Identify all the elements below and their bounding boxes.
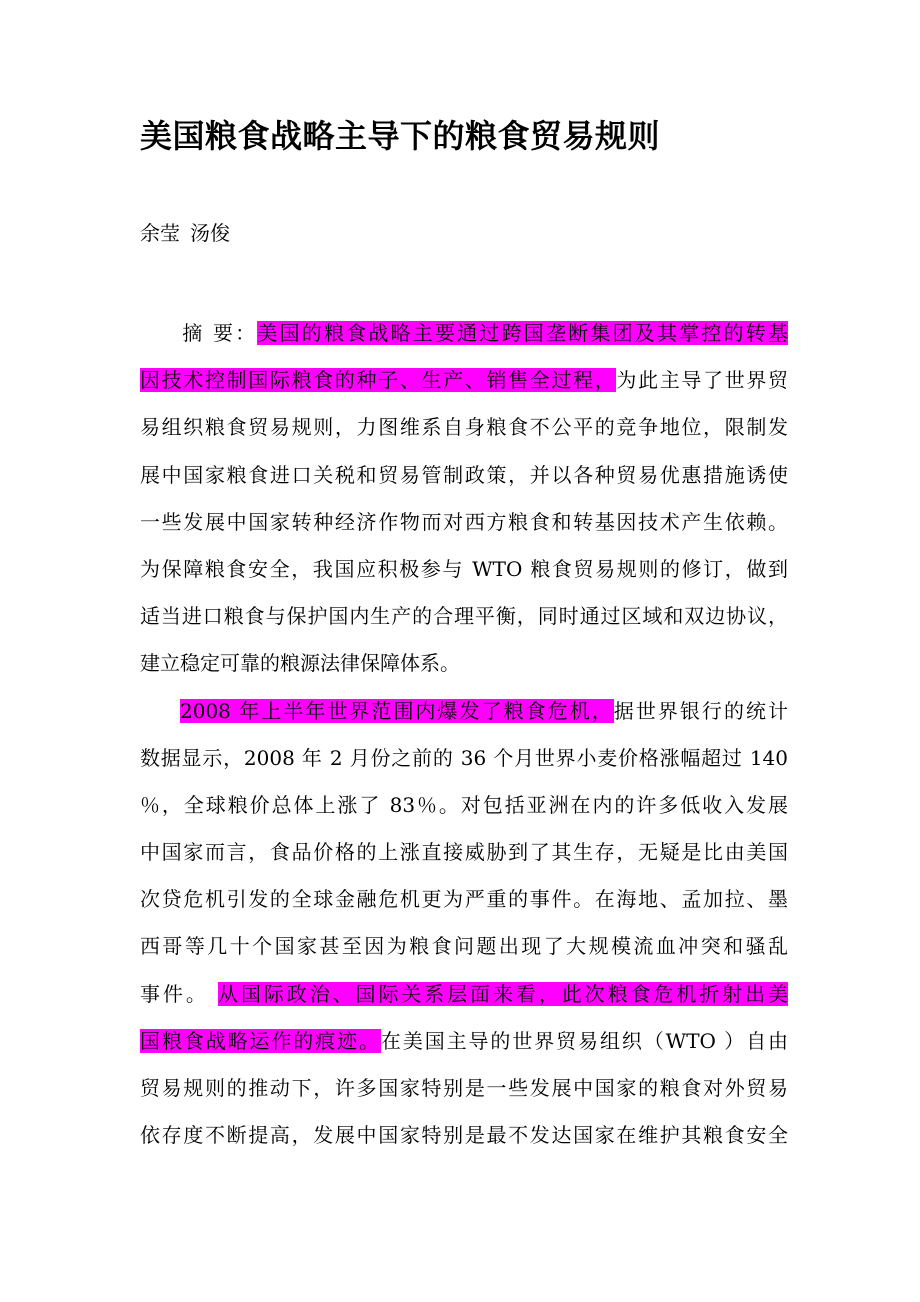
- text-line: [140, 310, 788, 357]
- text-line: [140, 923, 788, 970]
- text-line: [140, 782, 788, 829]
- text-line: [140, 829, 788, 876]
- text-line: [140, 404, 788, 451]
- text-line: [140, 546, 788, 593]
- text-line: [140, 971, 788, 1018]
- text-segment: 易组织粮食贸易规则，力图维系自身粮食不公平的竞争地位，限制发: [140, 415, 788, 440]
- document-title: 美国粮食战略主导下的粮食贸易规则: [140, 117, 661, 155]
- text-line: [140, 688, 788, 735]
- text-segment: 摘 要：: [180, 321, 258, 345]
- text-segment: 次贷危机引发的全球金融危机更为严重的事件。在海地、孟加拉、墨: [140, 887, 788, 912]
- text-segment: 适当进口粮食与保护国内生产的合理平衡，同时通过区域和双边协议，: [140, 604, 788, 629]
- text-segment: 一些发展中国家转种经济作物而对西方粮食和转基因技术产生依赖。: [140, 509, 788, 534]
- text-line: [140, 1112, 788, 1159]
- text-line: [140, 452, 788, 499]
- text-segment: 贸易规则的推动下，许多国家特别是一些发展中国家的粮食对外贸易: [140, 1076, 788, 1100]
- text-line: [140, 640, 788, 687]
- text-segment: 在美国主导的世界贸易组织（WTO ）自由: [380, 1028, 788, 1053]
- text-segment: 建立稳定可靠的粮源法律保障体系。: [140, 651, 460, 676]
- text-segment: 中国家而言，食品价格的上涨直接威胁到了其生存，无疑是比由美国: [140, 840, 788, 865]
- text-segment: ％，全球粮价总体上涨了 83％。对包括亚洲在内的许多低收入发展: [140, 792, 788, 817]
- text-segment: 数据显示，2008 年 2 月份之前的 36 个月世界小麦价格涨幅超过 140: [140, 745, 788, 770]
- author-line: [140, 218, 230, 248]
- text-segment: 为保障粮食安全，我国应积极参与 WTO 粮食贸易规则的修订，做到: [140, 556, 788, 581]
- text-segment: 据世界银行的统计: [613, 698, 788, 723]
- highlighted-text: 从国际政治、国际关系层面来看，此次粮食危机折射出美: [218, 981, 788, 1006]
- text-segment: 为此主导了世界贸: [616, 368, 788, 393]
- text-line: [140, 735, 788, 782]
- text-segment: 依存度不断提高，发展中国家特别是最不发达国家在维护其粮食安全: [140, 1123, 788, 1148]
- text-line: [140, 1018, 788, 1065]
- text-line: [140, 593, 788, 640]
- highlighted-text: 国粮食战略运作的痕迹。: [140, 1028, 381, 1053]
- text-segment: 展中国家粮食进口关税和贸易管制政策，并以各种贸易优惠措施诱使: [140, 462, 788, 487]
- text-line: [140, 357, 788, 404]
- text-segment: 事件。: [140, 981, 219, 1006]
- author-name: 余莹: [140, 221, 180, 245]
- text-line: [140, 876, 788, 923]
- highlighted-text: 美国的粮食战略主要通过跨国垄断集团及其掌控的转基: [257, 321, 788, 345]
- highlighted-text: 因技术控制国际粮食的种子、生产、销售全过程，: [140, 368, 617, 393]
- text-line: [140, 1065, 788, 1112]
- body-text: [140, 310, 788, 1159]
- text-line: [140, 499, 788, 546]
- author-name: 汤俊: [190, 221, 230, 245]
- highlighted-text: 2008 年上半年世界范围内爆发了粮食危机，: [180, 698, 614, 723]
- text-segment: 西哥等几十个国家甚至因为粮食问题出现了大规模流血冲突和骚乱: [140, 934, 788, 959]
